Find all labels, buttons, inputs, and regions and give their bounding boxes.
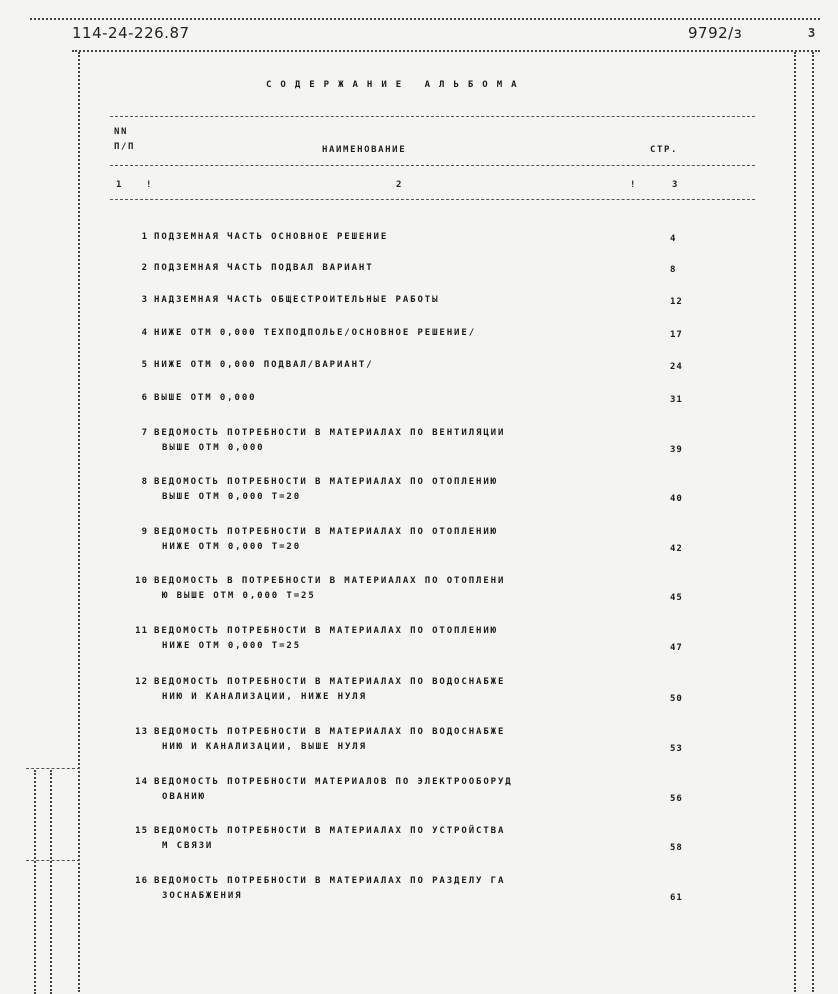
entry-page: 47 — [670, 643, 683, 653]
table-header-rule — [110, 165, 755, 166]
list-item — [120, 876, 700, 916]
entry-number: 6 — [141, 393, 148, 403]
entry-title: ВЕДОМОСТЬ ПОТРЕБНОСТИ В МАТЕРИАЛАХ ПО ОТОПЛЕНИЮ — [154, 477, 498, 487]
entry-title-continued: ВЫШЕ ОТМ 0,000 Т=20 — [162, 492, 302, 502]
entry-page: 4 — [670, 234, 677, 244]
col-index-2: 2 — [396, 180, 404, 190]
entry-title: ВЕДОМОСТЬ ПОТРЕБНОСТИ В МАТЕРИАЛАХ ПО РАЗДЕЛУ ГА — [154, 876, 506, 886]
entry-page: 56 — [670, 794, 683, 804]
entry-title-continued: НИЮ И КАНАЛИЗАЦИИ, НИЖЕ НУЛЯ — [162, 692, 367, 702]
entry-title: ВЕДОМОСТЬ В ПОТРЕБНОСТИ В МАТЕРИАЛАХ ПО ОТОПЛЕНИ — [154, 576, 506, 586]
col-index-1: 1 — [116, 180, 124, 190]
list-item — [120, 677, 700, 717]
entry-page: 50 — [670, 694, 683, 704]
entry-page: 61 — [670, 893, 683, 903]
entry-number: 1 — [141, 232, 148, 242]
entry-number: 8 — [141, 477, 148, 487]
entry-page: 8 — [670, 265, 677, 275]
entry-title: ВЕДОМОСТЬ ПОТРЕБНОСТИ В МАТЕРИАЛАХ ПО ВОДОСНАБЖЕ — [154, 677, 506, 687]
list-item — [120, 428, 700, 468]
entry-number: 9 — [141, 527, 148, 537]
entry-number: 4 — [141, 328, 148, 338]
list-item — [120, 393, 700, 433]
col-index-separator-2: ! — [630, 180, 638, 190]
entry-number: 2 — [141, 263, 148, 273]
entry-number: 5 — [141, 360, 148, 370]
entry-number: 10 — [135, 576, 148, 586]
col-index-3: 3 — [672, 180, 680, 190]
entry-number: 11 — [135, 626, 148, 636]
entry-title-continued: М СВЯЗИ — [162, 841, 214, 851]
entry-title: ВЕДОМОСТЬ ПОТРЕБНОСТИ МАТЕРИАЛОВ ПО ЭЛЕКТРООБОРУД — [154, 777, 513, 787]
entry-number: 16 — [135, 876, 148, 886]
entry-title: ВЫШЕ ОТМ 0,000 — [154, 393, 257, 403]
header-border — [72, 50, 820, 52]
left-border — [78, 52, 80, 992]
entry-title: НИЖЕ ОТМ 0,000 ПОДВАЛ/ВАРИАНТ/ — [154, 360, 374, 370]
col-page-header: СТР. — [650, 145, 679, 155]
list-item — [120, 626, 700, 666]
page-title: СОДЕРЖАНИЕ АЛЬБОМА — [266, 80, 526, 90]
entry-title-continued: НИЖЕ ОТМ 0,000 Т=25 — [162, 641, 302, 651]
entry-page: 40 — [670, 494, 683, 504]
entry-page: 58 — [670, 843, 683, 853]
right-border-inner — [794, 52, 796, 992]
entry-page: 17 — [670, 330, 683, 340]
list-item — [120, 527, 700, 567]
document-code: 114-24-226.87 — [72, 24, 190, 42]
entry-title: ПОДЗЕМНАЯ ЧАСТЬ ОСНОВНОЕ РЕШЕНИЕ — [154, 232, 389, 242]
entry-title-continued: ВЫШЕ ОТМ 0,000 — [162, 443, 265, 453]
col-num-header-line2: П/П — [114, 142, 136, 152]
entry-number: 3 — [141, 295, 148, 305]
top-border — [30, 18, 820, 20]
sheet-number: 9792/з — [688, 24, 743, 42]
list-item — [120, 576, 700, 616]
entry-number: 13 — [135, 727, 148, 737]
col-name-header: НАИМЕНОВАНИЕ — [322, 145, 407, 155]
entry-title: НАДЗЕМНАЯ ЧАСТЬ ОБЩЕСТРОИТЕЛЬНЫЕ РАБОТЫ — [154, 295, 440, 305]
entry-number: 15 — [135, 826, 148, 836]
table-index-rule — [110, 199, 755, 200]
entry-page: 45 — [670, 593, 683, 603]
entry-title-continued: НИЮ И КАНАЛИЗАЦИИ, ВЫШЕ НУЛЯ — [162, 742, 367, 752]
list-item — [120, 826, 700, 866]
page-mark: 3 — [808, 26, 816, 40]
entry-title: ВЕДОМОСТЬ ПОТРЕБНОСТИ В МАТЕРИАЛАХ ПО ОТОПЛЕНИЮ — [154, 527, 498, 537]
binding-line-2 — [50, 770, 52, 994]
entry-title: ВЕДОМОСТЬ ПОТРЕБНОСТИ В МАТЕРИАЛАХ ПО ВЕНТИЛЯЦИИ — [154, 428, 506, 438]
entry-page: 12 — [670, 297, 683, 307]
table-top-rule — [110, 116, 755, 117]
list-item — [120, 477, 700, 517]
entry-page: 24 — [670, 362, 683, 372]
entry-number: 14 — [135, 777, 148, 787]
binding-dash-1 — [26, 768, 80, 769]
list-item — [120, 727, 700, 767]
col-index-separator-1: ! — [146, 180, 154, 190]
entry-title-continued: ОВАНИЮ — [162, 792, 206, 802]
list-item — [120, 777, 700, 817]
right-border-outer — [812, 52, 814, 992]
entry-title: ВЕДОМОСТЬ ПОТРЕБНОСТИ В МАТЕРИАЛАХ ПО УСТРОЙСТВА — [154, 826, 506, 836]
entry-title: ПОДЗЕМНАЯ ЧАСТЬ ПОДВАЛ ВАРИАНТ — [154, 263, 374, 273]
entry-title: ВЕДОМОСТЬ ПОТРЕБНОСТИ В МАТЕРИАЛАХ ПО ВОДОСНАБЖЕ — [154, 727, 506, 737]
entry-page: 42 — [670, 544, 683, 554]
entry-page: 53 — [670, 744, 683, 754]
entry-title: ВЕДОМОСТЬ ПОТРЕБНОСТИ В МАТЕРИАЛАХ ПО ОТОПЛЕНИЮ — [154, 626, 498, 636]
entry-page: 39 — [670, 445, 683, 455]
entry-number: 7 — [141, 428, 148, 438]
binding-line-1 — [34, 770, 36, 994]
binding-dash-2 — [26, 860, 80, 861]
entry-title-continued: Ю ВЫШЕ ОТМ 0,000 Т=25 — [162, 591, 316, 601]
entry-title: НИЖЕ ОТМ 0,000 ТЕХПОДПОЛЬЕ/ОСНОВНОЕ РЕШЕНИЕ/ — [154, 328, 477, 338]
entry-page: 31 — [670, 395, 683, 405]
entry-number: 12 — [135, 677, 148, 687]
entry-title-continued: НИЖЕ ОТМ 0,000 Т=20 — [162, 542, 302, 552]
col-num-header-line1: NN — [114, 127, 129, 137]
entry-title-continued: ЗОСНАБЖЕНИЯ — [162, 891, 243, 901]
